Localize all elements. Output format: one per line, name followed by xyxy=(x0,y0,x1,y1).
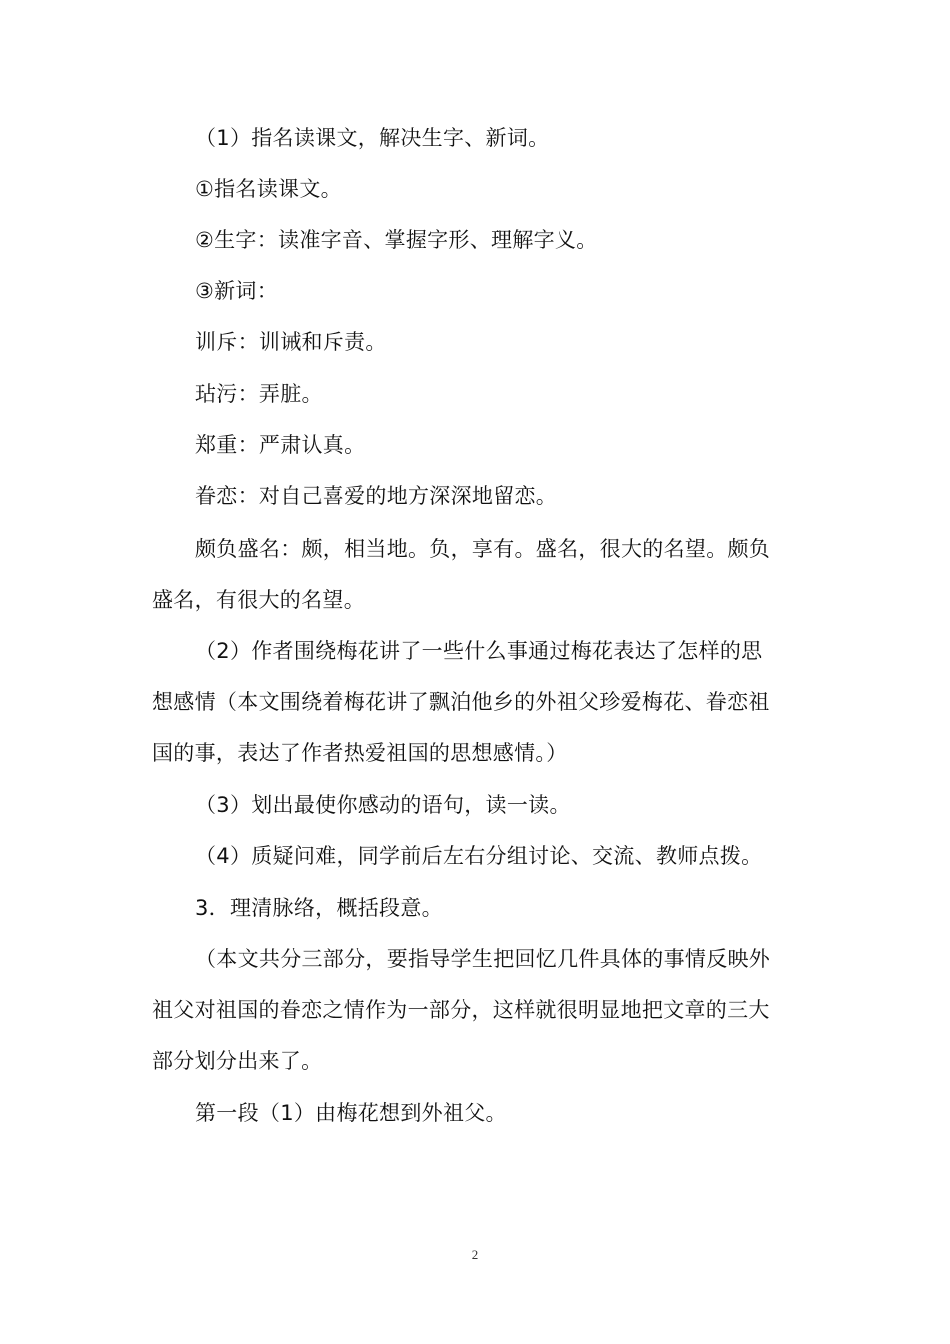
text-line-reading-task: （1）指名读课文，解决生字、新词。 xyxy=(195,126,550,150)
text-line-new-characters: ②生字：读准字音、掌握字形、理解字义。 xyxy=(195,228,598,252)
text-line-structure-note-cont-a: 祖父对祖国的眷恋之情作为一部分，这样就很明显地把文章的三大 xyxy=(152,998,770,1022)
text-line-word-juanlian: 眷恋：对自己喜爱的地方深深地留恋。 xyxy=(195,484,558,508)
text-line-new-words-heading: ③新词： xyxy=(195,279,279,303)
text-line-word-dianwu: 玷污：弄脏。 xyxy=(195,382,323,406)
text-line-question-4: （4）质疑问难，同学前后左右分组讨论、交流、教师点拨。 xyxy=(195,844,763,868)
text-line-question-2-cont-b: 国的事，表达了作者热爱祖国的思想感情。） xyxy=(152,741,568,765)
text-line-word-zhengzhong: 郑重：严肃认真。 xyxy=(195,433,366,457)
text-line-paragraph-one: 第一段（1）由梅花想到外祖父。 xyxy=(195,1101,507,1125)
text-line-question-3: （3）划出最使你感动的语句，读一读。 xyxy=(195,793,571,817)
text-line-read-text: ①指名读课文。 xyxy=(195,177,342,201)
text-line-word-xunchi: 训斥：训诫和斥责。 xyxy=(195,330,387,354)
text-line-word-pofushengming: 颇负盛名：颇，相当地。负，享有。盛名，很大的名望。颇负 xyxy=(195,537,771,561)
text-line-section-3: 3．理清脉络，概括段意。 xyxy=(195,896,443,920)
text-line-structure-note: （本文共分三部分，要指导学生把回忆几件具体的事情反映外 xyxy=(195,947,771,971)
text-line-question-2: （2）作者围绕梅花讲了一些什么事通过梅花表达了怎样的思 xyxy=(195,639,763,663)
page-number: 2 xyxy=(471,1247,479,1262)
text-line-word-pofushengming-cont: 盛名，有很大的名望。 xyxy=(152,588,365,612)
text-line-structure-note-cont-b: 部分划分出来了。 xyxy=(152,1049,323,1073)
text-line-question-2-cont-a: 想感情（本文围绕着梅花讲了飘泊他乡的外祖父珍爱梅花、眷恋祖 xyxy=(152,690,770,714)
